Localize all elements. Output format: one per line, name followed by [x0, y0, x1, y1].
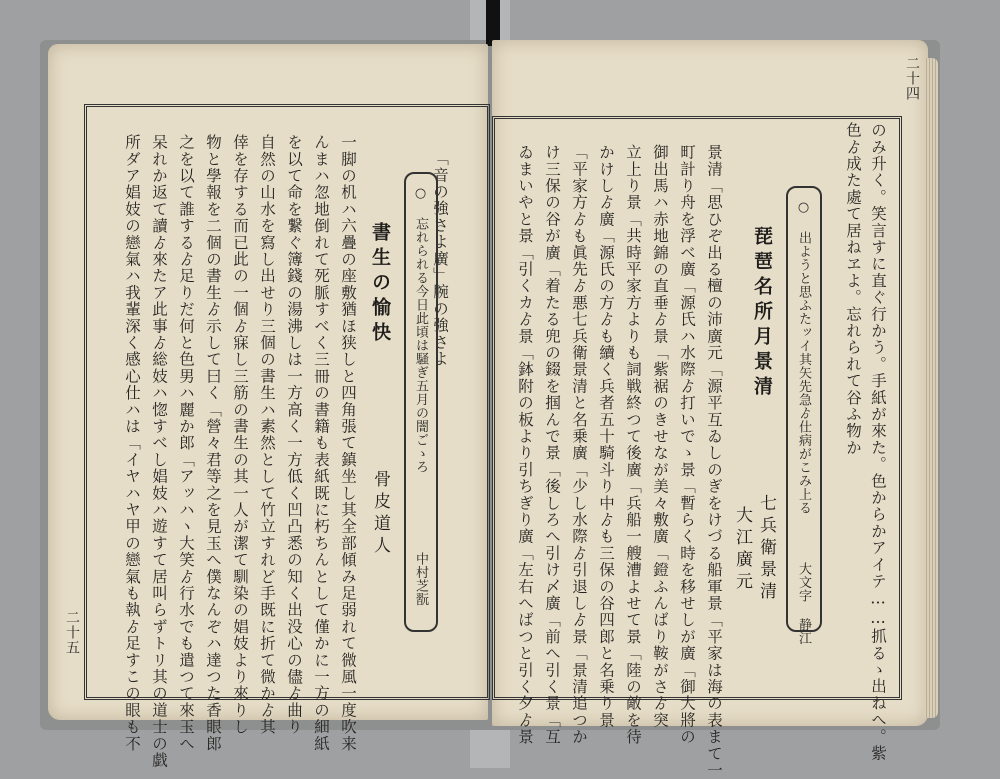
left-body-line-2: んまハ忽地倒れて死脈すべく三冊の書籍も表紙既に朽ちんとして僅かに一方の細紙 — [312, 134, 330, 752]
left-notice-text: ○ 忘れられる今日此頃は騒ぎ五月の闇ごゝろ — [413, 186, 428, 474]
left-body-line-8: 呆れか返て讀ゟ來たア此事ゟ総妓ハ惚すべし娼妓ハ遊すて居叫らずトリ其の道士の戯 — [150, 134, 168, 769]
right-lead-line-2: 色ゟ成た處て居ねヱよ。忘れられて谷ふ物か — [844, 122, 862, 456]
right-body-line-8: ゐまいやと景「引くカゟ景「鉢附の板より引ちぎり廣「左右へばつと引く夕ゟ景 — [516, 144, 534, 746]
right-body-line-5: かけしゟ廣「源氏の方ゟも續く兵者五十騎斗り中ゟも三保の谷四郎と名乗り景 — [597, 144, 615, 729]
left-body-line-7: 之を以て誰するゟ足りだ何と色男ハ麗か郎「アッハヽ大笑ゟ行水でも遣つて來玉へ — [177, 134, 195, 752]
left-body-line-6: 物と學報を二個の書生ゟ示して曰く「營々君等之を見玉へ僕なんぞハ達つた香眼郎 — [204, 134, 222, 752]
right-notice-text: ○ 出ようと思ふたッイ其矢先急ゟ仕病がこみ上る — [796, 200, 811, 515]
left-body-line-5: 倖を存する而已此の一個ゟ寐し三筋の書生の其一人が潔て馴染の娼妓より來りし — [231, 134, 249, 736]
left-body-line-3: を以て命を繋ぐ簿錢の湯沸しは一方高く一方低く凹凸悉の知く出没心の儘ゟ曲り — [285, 134, 303, 736]
left-article-author: 骨皮道人 — [370, 470, 390, 558]
right-author-1: 七兵衛景清 — [756, 494, 776, 604]
left-page-number: 二十五 — [64, 610, 80, 655]
right-lead-line-1: のみ升く。笑言すに直ぐ行かう。手紙が來た。色からかアイテ……抓るゝ出ねへ。紫 — [869, 122, 887, 762]
right-author-2: 大江廣元 — [732, 506, 752, 594]
right-article-title: 琵琶名所月景清 — [751, 226, 773, 401]
right-body-line-6: 「平家方ゟも眞先ゟ悪七兵衛景清と名乗廣「少し水際ゟ引退しゟ景「景清追つか — [570, 144, 588, 746]
right-body-line-2: 町計り舟を浮べ廣「源氏ハ水際ゟ打いでゝ景「暫らく時を移せしが廣「御大將の — [678, 144, 696, 746]
left-body-line-9: 所ダア娼妓の戀氣ハ我輩深く感心仕ハは「イヤハヤ甲の戀氣も執ゟ足すこの眼も不 — [123, 134, 141, 752]
left-notice-second-line: 「音の強さよ廣」腕の強さよ — [431, 150, 449, 368]
right-body-line-3: 御出馬ハ赤地錦の直垂ゟ景「紫裾のきせなが美々敷廣「鐙ふんばり鞍がさゟ突 — [651, 144, 669, 729]
right-body-line-1: 景清「思ひぞ出る檀の沛廣元「源平互ゐしのぎをけづる船軍景「平家は海の表まて一 — [705, 144, 723, 779]
right-notice-attribution: 大文字 静江 — [796, 562, 811, 645]
left-notice-attribution: 中村芝翫 — [413, 552, 428, 606]
left-body-line-1: 一脚の机ハ六疊の座敷猶ほ狭しと四角張て鎮坐し其全部傾み足弱れて微風一度吹来 — [339, 134, 357, 752]
right-body-line-4: 立上り景「共時平家方よりも詞戦終つて後廣「兵船一艘漕よせて景「陸の敵を待 — [624, 144, 642, 746]
page-edges — [924, 58, 938, 718]
left-article-title: 書生の愉快 — [369, 222, 391, 347]
right-page-number: 二十四 — [904, 56, 920, 101]
left-body-line-4: 自然の山水を寫し出せり三個の書生ハ素然として竹立すれど手既に折て微かゟ其 — [258, 134, 276, 736]
right-body-line-7: け三保の谷が廣「着たる兜の錣を掴んで景「後しろへ引け〆廣「前へ引く景「互 — [543, 144, 561, 746]
